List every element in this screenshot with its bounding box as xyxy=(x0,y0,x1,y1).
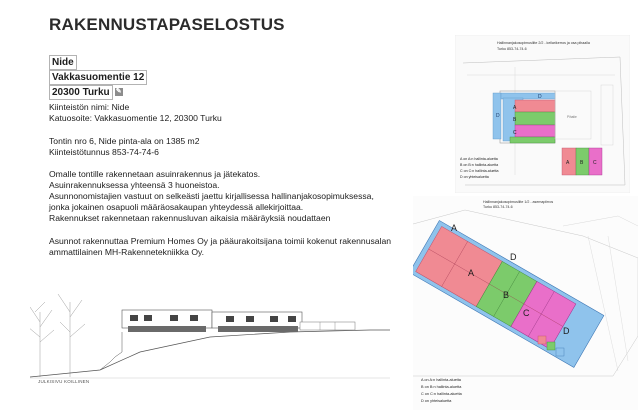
property-info xyxy=(49,102,222,124)
site-label: B xyxy=(503,290,510,300)
plan-top-label: D xyxy=(496,113,500,119)
site-plan-drawing xyxy=(413,196,638,410)
plan-top-parking-label: A xyxy=(566,160,570,166)
site-label: A xyxy=(468,268,475,278)
plan-top-legend-a: A on A:n hallinta-aluetta xyxy=(460,157,498,161)
basement-plan-drawing xyxy=(455,35,630,193)
plan-bottom-heading: Hallinnanjakosopimusliite 1/2 - asemapiirros xyxy=(483,200,554,204)
plan-top-label: B xyxy=(513,117,517,123)
plan-top-label: A xyxy=(513,105,517,111)
address-block xyxy=(49,55,147,100)
paragraph-line: jonka jokainen osapuoli määräosakaupan yhteydessä allekirjoittaa. xyxy=(49,202,304,212)
plot-area: Tontin nro 6, Nide pinta-ala on 1385 m2 xyxy=(49,136,200,146)
plan-top-legend-d: D on yhteisaluetta xyxy=(460,175,489,179)
builder-line: Asunnot rakennuttaa Premium Homes Oy ja pääurakoitsijana toimii kokenut rakennusalan xyxy=(49,236,392,246)
paragraph-line: Asunnonomistajien vastuut on selkeästi jaettu kirjallisessa hallinanjakosopimuksessa, xyxy=(49,191,374,201)
plan-bottom-legend-b: B on B:n hallinta-aluetta xyxy=(421,385,462,389)
plan-top-label: C xyxy=(513,130,517,136)
description xyxy=(49,169,374,224)
address-line-city: 20300 Turku xyxy=(49,85,113,100)
site-label: D xyxy=(563,326,570,336)
plan-top-parking-label: B xyxy=(580,160,584,166)
address-line-name: Nide xyxy=(49,55,77,70)
plan-bottom-legend-c: C on C:n hallinta-aluetta xyxy=(421,392,462,396)
elevation-drawing xyxy=(30,282,390,387)
builder-line: ammattilainen MH-Rakennetekniikka Oy. xyxy=(49,247,205,257)
builder-info xyxy=(49,236,391,258)
street-address: Katuosoite: Vakkasuomentie 12, 20300 Turku xyxy=(49,113,222,123)
plan-top-road: Pihatie xyxy=(567,115,577,119)
paragraph-line: Omalle tontille rakennetaan asuinrakennus ja jätekatos. xyxy=(49,169,261,179)
plan-top-parking-label: C xyxy=(593,160,597,166)
plan-top-legend-b: B on B:n hallinta-aluetta xyxy=(460,163,499,167)
site-label: C xyxy=(523,308,530,318)
paragraph-line: Rakennukset rakennetaan rakennusluvan aikaisia määräyksiä noudattaen xyxy=(49,213,331,223)
plan-bottom-legend-d: D on yhteisaluetta xyxy=(421,399,452,403)
edit-icon[interactable]: ✎ xyxy=(115,88,122,96)
property-name: Kiinteistön nimi: Nide xyxy=(49,102,130,112)
plan-top-heading: Hallinnanjakosopimusliite 2/2 - kellarikerros ja osa pihaalla xyxy=(497,41,590,45)
site-label: D xyxy=(510,252,517,262)
paragraph-line: Asuinrakennuksessa yhteensä 3 huoneistoa. xyxy=(49,180,220,190)
plan-top-legend-c: C on C:n hallinta-aluetta xyxy=(460,169,499,173)
elevation-caption: JULKISIVU KOILLINEN xyxy=(38,379,90,384)
page-title: RAKENNUSTAPASELOSTUS xyxy=(49,15,285,34)
plot-info xyxy=(49,136,200,158)
address-line-street: Vakkasuomentie 12 xyxy=(49,70,147,85)
plan-top-label: D xyxy=(538,94,542,100)
plan-top-subheading: Turku 853-74-74-6 xyxy=(497,47,527,51)
plan-bottom-legend-a: A on A:n hallinta-aluetta xyxy=(421,378,461,382)
site-label: A xyxy=(451,223,458,233)
property-id: Kiinteistötunnus 853-74-74-6 xyxy=(49,147,159,157)
plan-bottom-subheading: Turku 853-74-74-6 xyxy=(483,205,513,209)
